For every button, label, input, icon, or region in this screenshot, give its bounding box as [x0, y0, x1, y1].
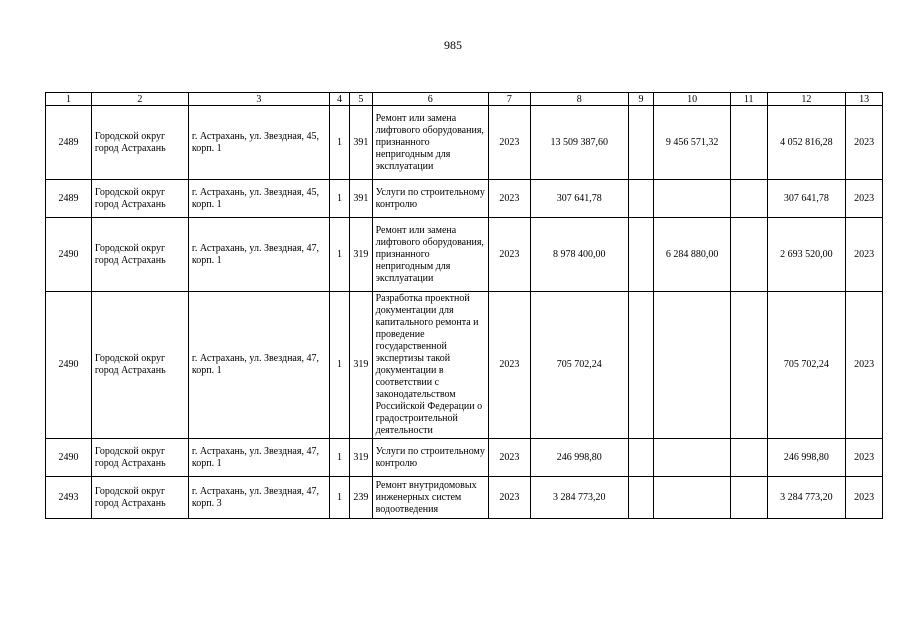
work-type: Ремонт или замена лифтового оборудования, признанного непригодным для эксплуатации — [372, 218, 488, 292]
address: г. Астрахань, ул. Звездная, 45, корп. 1 — [188, 106, 329, 180]
completion-year: 2023 — [846, 218, 883, 292]
column-number: 5 — [350, 93, 372, 106]
completion-year: 2023 — [846, 439, 883, 477]
work-type: Услуги по строительному контролю — [372, 180, 488, 218]
col-5-value: 319 — [350, 218, 372, 292]
year: 2023 — [488, 180, 530, 218]
table-row — [46, 477, 883, 519]
column-number: 7 — [488, 93, 530, 106]
fund-amount — [654, 477, 731, 519]
table-row — [46, 292, 883, 439]
col-4-value: 1 — [329, 218, 349, 292]
fund-amount — [654, 439, 731, 477]
row-id: 2490 — [46, 218, 92, 292]
col-9-value — [628, 218, 654, 292]
col-5-value: 391 — [350, 180, 372, 218]
col-9-value — [628, 292, 654, 439]
work-type: Ремонт или замена лифтового оборудования, признанного непригодным для эксплуатации — [372, 106, 488, 180]
col-9-value — [628, 477, 654, 519]
column-number: 3 — [188, 93, 329, 106]
total-cost: 307 641,78 — [530, 180, 628, 218]
completion-year: 2023 — [846, 106, 883, 180]
col-11-value — [730, 180, 767, 218]
address: г. Астрахань, ул. Звездная, 47, корп. 1 — [188, 292, 329, 439]
total-cost: 246 998,80 — [530, 439, 628, 477]
address: г. Астрахань, ул. Звездная, 47, корп. 1 — [188, 439, 329, 477]
column-number: 13 — [846, 93, 883, 106]
municipality: Городской округ город Астрахань — [91, 180, 188, 218]
table-row — [46, 180, 883, 218]
table-row — [46, 218, 883, 292]
fund-amount — [654, 292, 731, 439]
completion-year: 2023 — [846, 180, 883, 218]
col-5-value: 239 — [350, 477, 372, 519]
owner-amount: 246 998,80 — [767, 439, 846, 477]
total-cost: 705 702,24 — [530, 292, 628, 439]
owner-amount: 4 052 816,28 — [767, 106, 846, 180]
address: г. Астрахань, ул. Звездная, 47, корп. 1 — [188, 218, 329, 292]
col-4-value: 1 — [329, 439, 349, 477]
total-cost: 3 284 773,20 — [530, 477, 628, 519]
owner-amount: 2 693 520,00 — [767, 218, 846, 292]
table-row — [46, 439, 883, 477]
column-number: 10 — [654, 93, 731, 106]
year: 2023 — [488, 106, 530, 180]
col-9-value — [628, 180, 654, 218]
col-5-value: 319 — [350, 292, 372, 439]
address: г. Астрахань, ул. Звездная, 45, корп. 1 — [188, 180, 329, 218]
column-number: 9 — [628, 93, 654, 106]
column-number: 4 — [329, 93, 349, 106]
col-5-value: 319 — [350, 439, 372, 477]
capital-repair-table — [45, 92, 883, 519]
col-5-value: 391 — [350, 106, 372, 180]
year: 2023 — [488, 218, 530, 292]
col-11-value — [730, 106, 767, 180]
row-id: 2490 — [46, 439, 92, 477]
col-4-value: 1 — [329, 180, 349, 218]
total-cost: 13 509 387,60 — [530, 106, 628, 180]
owner-amount: 705 702,24 — [767, 292, 846, 439]
fund-amount: 9 456 571,32 — [654, 106, 731, 180]
year: 2023 — [488, 292, 530, 439]
completion-year: 2023 — [846, 477, 883, 519]
col-11-value — [730, 292, 767, 439]
municipality: Городской округ город Астрахань — [91, 106, 188, 180]
total-cost: 8 978 400,00 — [530, 218, 628, 292]
owner-amount: 307 641,78 — [767, 180, 846, 218]
fund-amount — [654, 180, 731, 218]
col-11-value — [730, 477, 767, 519]
table-row — [46, 106, 883, 180]
work-type: Разработка проектной документации для капитального ремонта и проведение государственной экспертизы такой документации в соответствии с законодательством Российской Федерации о градостроительной деятельности — [372, 292, 488, 439]
municipality: Городской округ город Астрахань — [91, 477, 188, 519]
municipality: Городской округ город Астрахань — [91, 218, 188, 292]
column-number: 8 — [530, 93, 628, 106]
work-type: Ремонт внутридомовых инженерных систем водоотведения — [372, 477, 488, 519]
col-4-value: 1 — [329, 106, 349, 180]
col-4-value: 1 — [329, 292, 349, 439]
work-type: Услуги по строительному контролю — [372, 439, 488, 477]
row-id: 2489 — [46, 106, 92, 180]
column-number: 12 — [767, 93, 846, 106]
column-number: 6 — [372, 93, 488, 106]
col-4-value: 1 — [329, 477, 349, 519]
address: г. Астрахань, ул. Звездная, 47, корп. 3 — [188, 477, 329, 519]
column-number: 1 — [46, 93, 92, 106]
page-number: 985 — [444, 38, 462, 52]
fund-amount: 6 284 880,00 — [654, 218, 731, 292]
col-11-value — [730, 439, 767, 477]
municipality: Городской округ город Астрахань — [91, 439, 188, 477]
year: 2023 — [488, 439, 530, 477]
col-11-value — [730, 218, 767, 292]
col-9-value — [628, 439, 654, 477]
col-9-value — [628, 106, 654, 180]
row-id: 2493 — [46, 477, 92, 519]
completion-year: 2023 — [846, 292, 883, 439]
owner-amount: 3 284 773,20 — [767, 477, 846, 519]
municipality: Городской округ город Астрахань — [91, 292, 188, 439]
row-id: 2490 — [46, 292, 92, 439]
row-id: 2489 — [46, 180, 92, 218]
column-number-header-row — [46, 93, 883, 106]
year: 2023 — [488, 477, 530, 519]
column-number: 11 — [730, 93, 767, 106]
column-number: 2 — [91, 93, 188, 106]
